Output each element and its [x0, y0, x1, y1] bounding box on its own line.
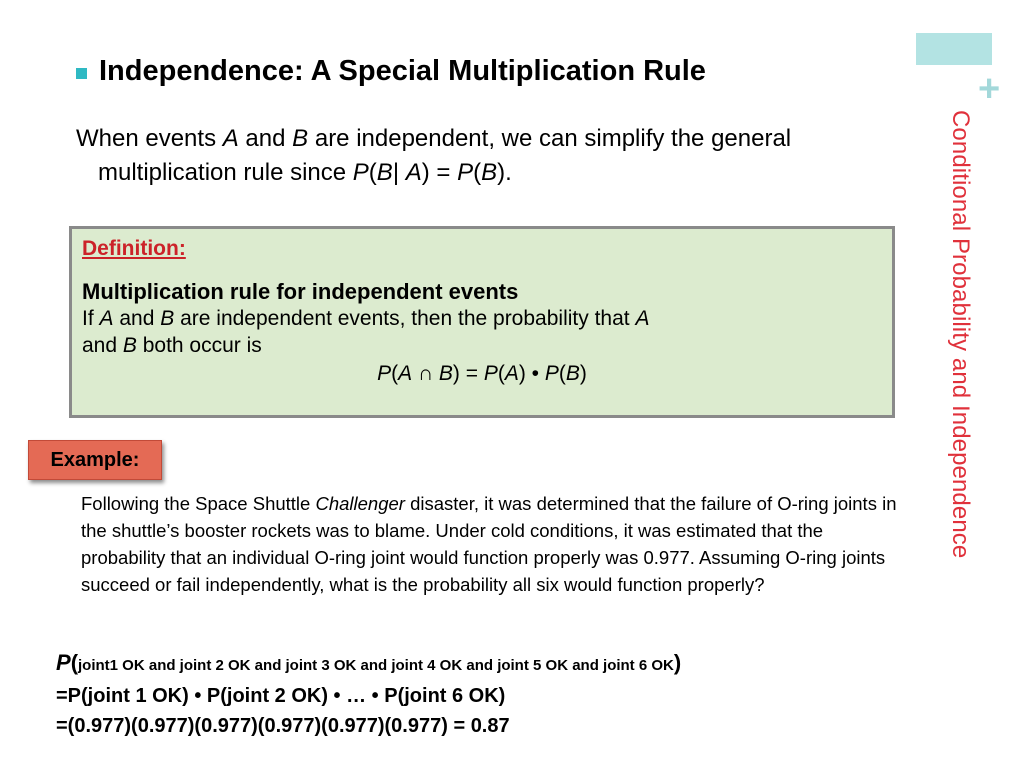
solution-line-2: =P(joint 1 OK) • P(joint 2 OK) • … • P(joint 6 OK)	[56, 685, 506, 707]
plus-icon: +	[978, 68, 1001, 110]
definition-formula: P(A ∩ B) = P(A) • P(B)	[377, 362, 587, 385]
example-badge-label: Example:	[50, 448, 140, 471]
side-title-text: Conditional Probability and Independence	[947, 110, 974, 559]
solution-block	[56, 648, 681, 741]
definition-label: Definition:	[82, 237, 186, 260]
solution-line-3: =(0.977)(0.977)(0.977)(0.977)(0.977)(0.977) = 0.87	[56, 715, 510, 737]
example-badge	[28, 440, 162, 480]
accent-rectangle	[916, 33, 992, 65]
side-title	[935, 110, 985, 690]
heading-text: Independence: A Special Multiplication Rule	[99, 55, 706, 87]
solution-line-1: P(joint1 OK and joint 2 OK and joint 3 OK and joint 4 OK and joint 5 OK and joint 6 OK)	[56, 650, 682, 675]
definition-subtitle: Multiplication rule for independent events	[82, 279, 519, 304]
intro-paragraph: When events A and B are independent, we can simplify the general multiplication rule since P(B| A) = P(B).	[76, 125, 792, 186]
definition-box	[69, 226, 895, 418]
example-text: Following the Space Shuttle Challenger disaster, it was determined that the failure of O-ring joints in the shuttle’s booster rockets was to blame. Under cold conditions, it was estimated that the probability that an individual O-ring joint would function properly was 0.977. Assuming O-ring joints succeed or fail independently, what is the probability all six would function properly?	[81, 493, 897, 595]
square-bullet-icon	[76, 68, 87, 79]
slide-heading	[76, 55, 706, 88]
definition-text: If A and B are independent events, then the probability that A and B both occur is	[82, 307, 650, 357]
